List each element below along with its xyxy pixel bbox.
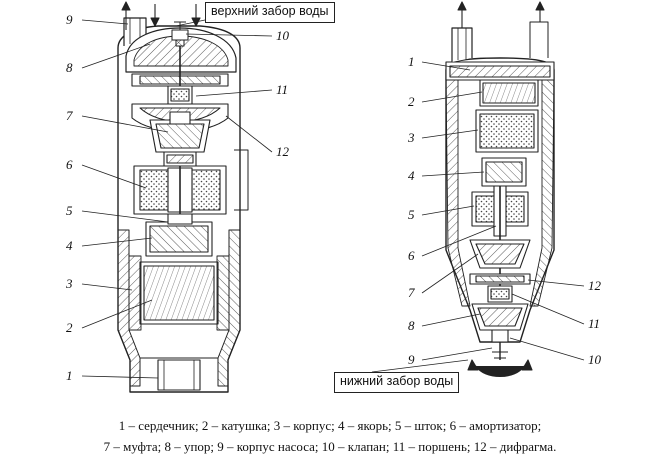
callout-right-8: 8 (408, 318, 415, 333)
callout-left-5: 5 (66, 203, 73, 218)
legend-line-2: 7 – муфта; 8 – упор; 9 – корпус насоса; 10 – клапан; 11 – поршень; 12 – дифрагма. (103, 439, 557, 455)
callout-right-3: 3 (408, 130, 415, 145)
callout-right-11: 11 (588, 316, 601, 331)
callout-left-8: 8 (66, 60, 73, 75)
callout-left-11: 11 (276, 82, 289, 97)
callout-left-7: 7 (66, 108, 73, 123)
legend-line-1: 1 – сердечник; 2 – катушка; 3 – корпус; 4 – якорь; 5 – шток; 6 – амортизатор; (118, 418, 542, 433)
callout-left-10: 10 (276, 28, 289, 43)
callout-right-6: 6 (408, 248, 415, 263)
callout-left-9: 9 (66, 12, 73, 27)
callout-right-2: 2 (408, 94, 415, 109)
callout-left-2: 2 (66, 320, 73, 335)
callout-right-12: 12 (588, 278, 601, 293)
callout-right-9: 9 (408, 352, 415, 367)
callout-left-3: 3 (66, 276, 73, 291)
callout-right-10: 10 (588, 352, 601, 367)
callout-right-5: 5 (408, 207, 415, 222)
callout-left-6: 6 (66, 157, 73, 172)
callout-left-12: 12 (276, 144, 289, 159)
legend (0, 415, 660, 458)
callout-right-4: 4 (408, 168, 415, 183)
bottom-water-intake-box: нижний забор воды (334, 372, 459, 393)
callout-right-1: 1 (408, 54, 415, 69)
callout-left-4: 4 (66, 238, 73, 253)
top-water-intake-box: верхний забор воды (205, 2, 335, 23)
callout-left-1: 1 (66, 368, 73, 383)
callout-right-7: 7 (408, 285, 415, 300)
